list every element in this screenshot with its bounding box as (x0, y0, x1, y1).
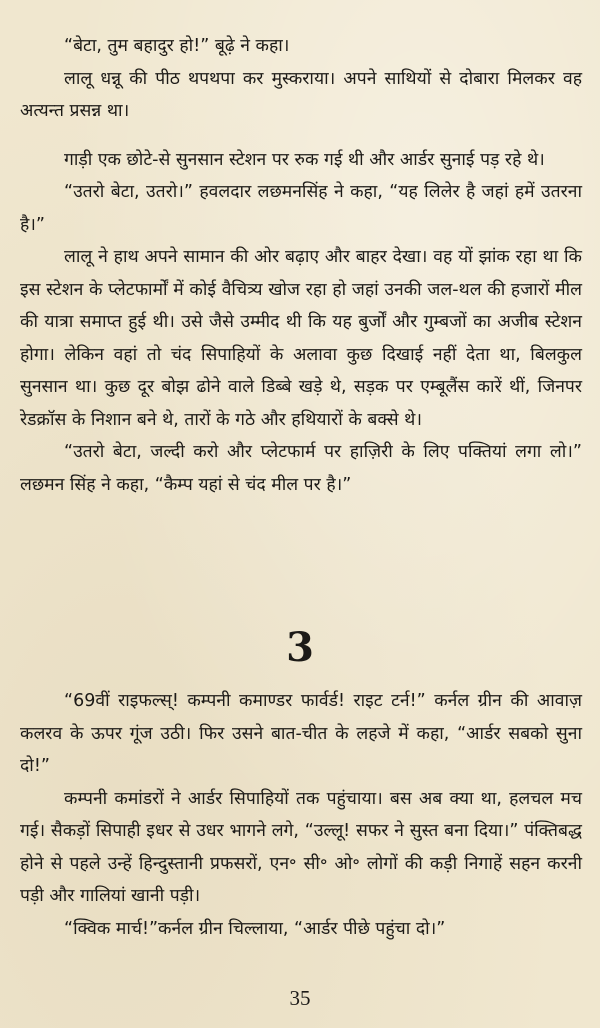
section-two (20, 685, 582, 945)
paragraph: गाड़ी एक छोटे-से सुनसान स्टेशन पर रुक गई थी और आर्डर सुनाई पड़ रहे थे। (64, 149, 545, 170)
page-number: 35 (289, 986, 311, 1010)
paragraph: लालू धन्नू की पीठ थपथपा कर मुस्कराया। अपने साथियों से दोबारा मिलकर वह अत्यन्त प्रसन्न था। (20, 68, 582, 121)
paragraph: “69वीं राइफल्स्! कम्पनी कमाण्डर फार्वर्ड! राइट टर्न!” कर्नल ग्रीन की आवाज़ कलरव के ऊपर गूंज उठी। फिर उसने बात-चीत के लहजे में कहा, “आर्डर सबको सुना दो!” (20, 691, 582, 776)
chapter-number: 3 (286, 624, 314, 671)
paragraph: लालू ने हाथ अपने सामान की ओर बढ़ाए और बाहर देखा। वह यों झांक रहा था कि इस स्टेशन के प्लेटफार्मों में कोई वैचित्र्य खोज रहा हो जहां उनकी जल-थल की हजारों मील की यात्रा समाप्त हुई थी। उसे जैसे उम्मीद थी कि यह बुर्जों और गुम्बजों का अजीब स्टेशन होगा। लेकिन वहां तो चंद सिपाहियों के अलावा कुछ दिखाई नहीं देता था, बिलकुल सुनसान था। कुछ दूर बोझ ढोने वाले डिब्बे खड़े थे, सड़क पर एम्बूलैंस कारें थीं, जिनपर रेडक्रॉस के निशान बने थे, तारों के गठे और हथियारों के बक्से थे। (20, 247, 582, 430)
paragraph: “उतरो बेटा, जल्दी करो और प्लेटफार्म पर हाज़िरी के लिए पक्तियां लगा लो।” लछमन सिंह ने कहा, “कैम्प यहां से चंद मील पर है।” (20, 442, 582, 495)
paragraph: “क्विक मार्च!”कर्नल ग्रीन चिल्लाया, “आर्डर पीछे पहुंचा दो।” (64, 918, 446, 939)
paragraph: “बेटा, तुम बहादुर हो!” बूढ़े ने कहा। (64, 36, 290, 56)
paragraph: कम्पनी कमांडरों ने आर्डर सिपाहियों तक पहुंचाया। बस अब क्या था, हलचल मच गई। सैकड़ों सिपाही इधर से उधर भागने लगे, “उल्लू! सफर ने सुस्त बना दिया।” पंक्तिबद्ध होने से पहले उन्हें हिन्दुस्तानी प्रफसरों, एन॰ सी॰ ओ॰ लोगों की कड़ी निगाहें सहन करनी पड़ी और गालियां खानी पड़ी। (20, 788, 582, 906)
paragraph: “उतरो बेटा, उतरो।” हवलदार लछमनसिंह ने कहा, “यह लिलेर है जहां हमें उतरना है।” (20, 182, 582, 235)
section-one (20, 30, 582, 501)
